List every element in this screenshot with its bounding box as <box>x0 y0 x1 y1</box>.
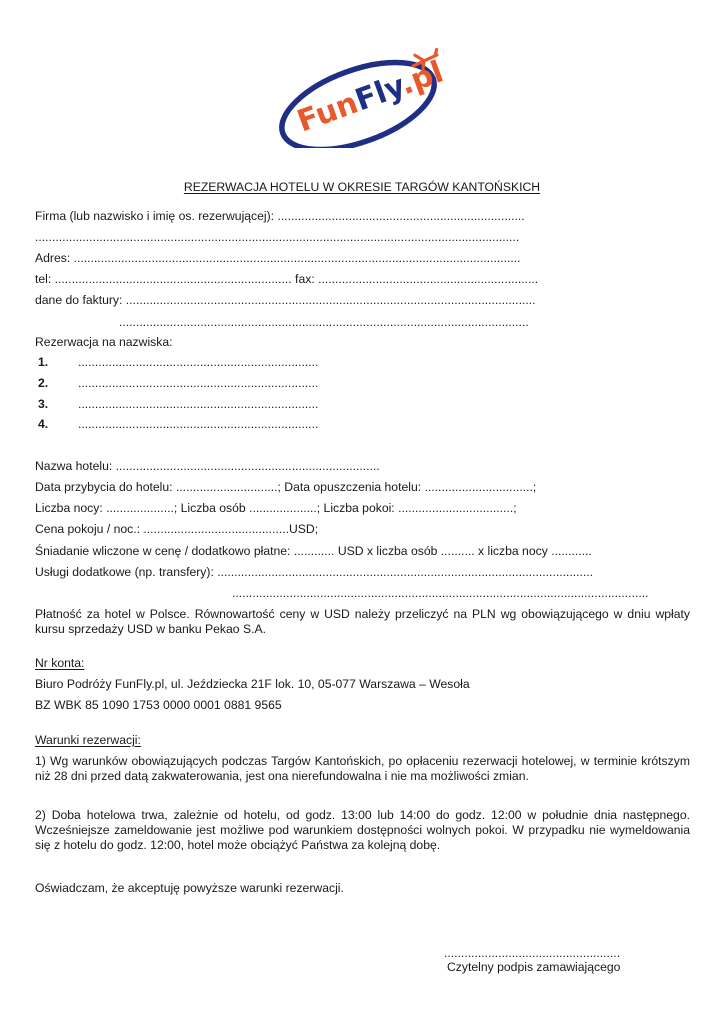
name-line: ....................................................................... <box>78 417 319 431</box>
logo-fun: Fun <box>292 85 363 140</box>
name-number: 3. <box>38 397 49 411</box>
name-number: 4. <box>38 417 49 431</box>
counts-field: Liczba nocy: ....................; Liczba osób ....................; Liczba pokoi: ..................................; <box>35 501 517 515</box>
name-number: 1. <box>38 355 49 369</box>
signature-label: Czytelny podpis zamawiającego <box>447 960 621 974</box>
rezerwacja-label: Rezerwacja na nazwiska: <box>35 335 173 349</box>
account-number: BZ WBK 85 1090 1753 0000 0001 0881 9565 <box>35 698 282 712</box>
tel-fax-field: tel: ...................................................................... fax: ................................................................. <box>35 272 539 286</box>
name-number: 2. <box>38 376 49 390</box>
dates-field: Data przybycia do hotelu: ..............................; Data opuszczenia hotelu: ................................; <box>35 480 537 494</box>
condition-2-line-3: się z hotelu do godz. 12:00, hotel może obciążyć Państwa za kolejną dobę. <box>35 838 441 852</box>
faktura-continuation: ......................................................................................................................... <box>119 315 529 329</box>
price-field: Cena pokoju / noc.: ...........................................USD; <box>35 522 319 536</box>
firma-field: Firma (lub nazwisko i imię os. rezerwującej): ......................................................................... <box>35 209 525 223</box>
condition-1-line-2: niż 28 dni przed datą zakwaterowania, jest ona nierefundowalna i nie ma możliwości zmian. <box>35 769 529 783</box>
account-address: Biuro Podróży FunFly.pl, ul. Jeździecka 21F lok. 10, 05-077 Warszawa – Wesoła <box>35 677 470 691</box>
logo-pl: .pl <box>395 54 448 103</box>
faktura-field: dane do faktury: ......................................................................................................................... <box>35 293 536 307</box>
payment-line-1: Płatność za hotel w Polsce. Równowartość ceny w USD należy przeliczyć na PLN wg obowiązującego w dniu wpłaty <box>35 607 690 621</box>
account-heading: Nr konta: <box>35 656 85 670</box>
condition-2-line-2: Wcześniejsze zameldowanie jest możliwe pod warunkiem dostępności wolnych pokoi. W przypadku nie wymeldowania <box>35 823 690 837</box>
payment-line-2: kursu sprzedaży USD w banku Pekao S.A. <box>35 622 266 636</box>
name-line: ....................................................................... <box>78 397 319 411</box>
name-line: ....................................................................... <box>78 355 319 369</box>
funfly-logo <box>276 44 448 148</box>
name-line: ....................................................................... <box>78 376 319 390</box>
hotel-field: Nazwa hotelu: .............................................................................. <box>35 459 380 473</box>
condition-2-line-1: 2) Doba hotelowa trwa, zależnie od hotelu, od godz. 13:00 lub 14:00 do godz. 12:00 w południe dnia następnego. <box>35 808 690 822</box>
page-title: REZERWACJA HOTELU W OKRESIE TARGÓW KANTOŃSKICH <box>183 180 541 194</box>
breakfast-field: Śniadanie wliczone w cenę / dodatkowo płatne: ............ USD x liczba osób .......... x liczba nocy ............ <box>35 544 592 558</box>
firma-continuation: ............................................................................................................................................... <box>35 230 520 244</box>
adres-field: Adres: .................................................................................................................................... <box>35 251 521 265</box>
services-field: Usługi dodatkowe (np. transfery): ............................................................................................................... <box>35 565 594 579</box>
logo-fly: Fly <box>350 69 408 119</box>
signature-line: .................................................... <box>444 946 621 960</box>
services-continuation: ........................................................................................................................... <box>232 586 649 600</box>
condition-1-line-1: 1) Wg warunków obowiązujących podczas Targów Kantońskich, po opłaceniu rezerwacji hotelowej, w terminie krótszym <box>35 754 690 768</box>
conditions-heading: Warunki rezerwacji: <box>35 733 141 747</box>
declaration: Oświadczam, że akceptuję powyższe warunki rezerwacji. <box>35 881 344 895</box>
